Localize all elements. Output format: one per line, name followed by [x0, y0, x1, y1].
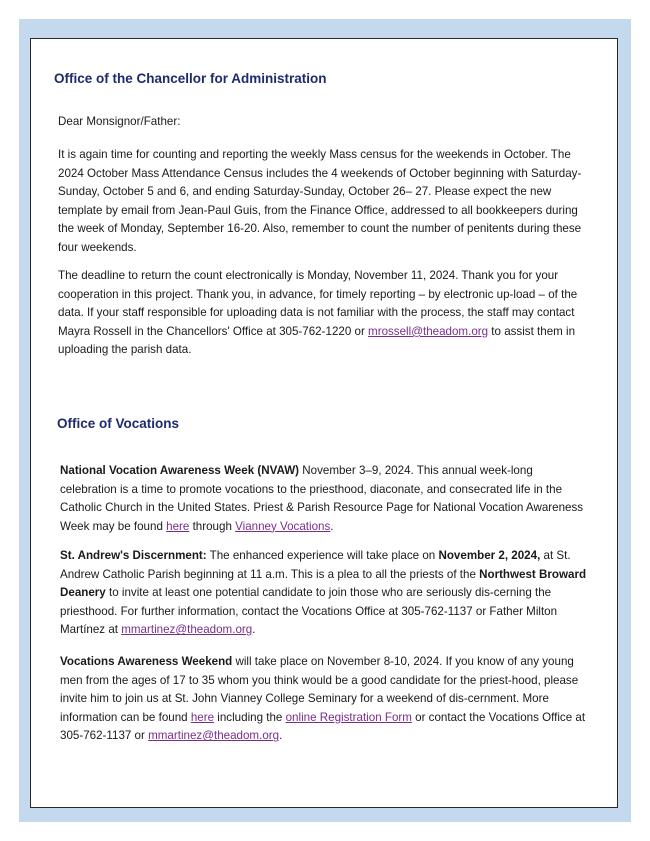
- chancellor-heading: Office of the Chancellor for Administration: [54, 71, 327, 86]
- deadline-text: The deadline to return the count electronically is Monday, November 11, 2024. Thank you for your cooperation in this project. Thank you, in advance, for timely reporting – by electronic up-load – of the data. If your staff responsible for uploading data is not familiar with the process, the staff may contact Mayra Rossell in the Chancellors' Office at 305-762-1220 or: [58, 269, 578, 338]
- nvaw-end: .: [330, 519, 334, 533]
- census-paragraph: It is again time for counting and reporting the weekly Mass census for the weekends in October. The 2024 October Mass Attendance Census includes the 4 weekends of October beginning with Saturday-Sunday, October 5 and 6, and ending Saturday-Sunday, October 26– 27. Please expect the new template by email from Jean-Paul Guis, from the Finance Office, addressed to all bookkeepers during the week of Monday, September 16-20. Also, remember to count the number of penitents during these four weekends.: [58, 148, 582, 254]
- nvaw-text: November 3–9, 2024. This annual week-long celebration is a time to promote vocations to the priesthood, diaconate, and consecrated life in the Catholic Church in the United States. Priest & Parish Resource Page for National Vocation Awareness Week may be found: [60, 464, 584, 533]
- st-andrew-title: St. Andrew's Discernment:: [60, 549, 207, 562]
- vocations-weekend-paragraph: [60, 653, 588, 746]
- document-page: [30, 38, 618, 808]
- weekend-mid: including the: [214, 710, 286, 724]
- deanery-name: Northwest Broward Deanery: [60, 567, 587, 600]
- st-andrew-text2: at St. Andrew Catholic Parish beginning at 11 a.m. This is a plea to all the priests of the: [60, 549, 571, 581]
- st-andrew-text3: to invite at least one potential candidate to join those who are seriously dis-cerning the priesthood. For further information, contact the Vocations Office at 305-762-1137 or Father Milton Martínez at: [60, 586, 558, 637]
- nvaw-paragraph: [60, 462, 588, 536]
- st-andrew-end: .: [252, 623, 256, 637]
- st-andrew-paragraph: [60, 547, 588, 640]
- vianney-vocations-link[interactable]: Vianney Vocations: [235, 519, 331, 533]
- deadline-tail: to assist them in uploading the parish data.: [58, 324, 576, 357]
- weekend-title: Vocations Awareness Weekend: [60, 655, 233, 668]
- deadline-paragraph: [58, 267, 586, 360]
- nvaw-title: National Vocation Awareness Week (NVAW): [60, 464, 300, 477]
- weekend-text: will take place on November 8-10, 2024. If you know of any young men from the ages of 17 to 35 whom you think would be a good candidate for the priest-hood, please invite him to join us at St. John Vianney College Seminary for a weekend of dis-cernment. More information can be found: [60, 655, 579, 724]
- mmartinez-email-link-2[interactable]: mmartinez@theadom.org: [148, 729, 280, 743]
- weekend-end: .: [279, 729, 283, 743]
- st-andrew-text1: The enhanced experience will take place on: [206, 549, 439, 562]
- nvaw-mid: through: [189, 519, 236, 533]
- vocations-heading: Office of Vocations: [57, 416, 180, 431]
- mmartinez-email-link-1[interactable]: mmartinez@theadom.org: [121, 623, 253, 637]
- salutation: Dear Monsignor/Father:: [58, 115, 181, 128]
- st-andrew-date: November 2, 2024,: [438, 549, 541, 562]
- nvaw-here-link[interactable]: here: [166, 519, 190, 533]
- registration-form-link[interactable]: online Registration Form: [285, 710, 412, 724]
- mrossell-email-link[interactable]: mrossell@theadom.org: [368, 324, 489, 338]
- weekend-text2: or contact the Vocations Office at 305-762-1137 or: [60, 710, 586, 743]
- weekend-here-link[interactable]: here: [190, 710, 215, 724]
